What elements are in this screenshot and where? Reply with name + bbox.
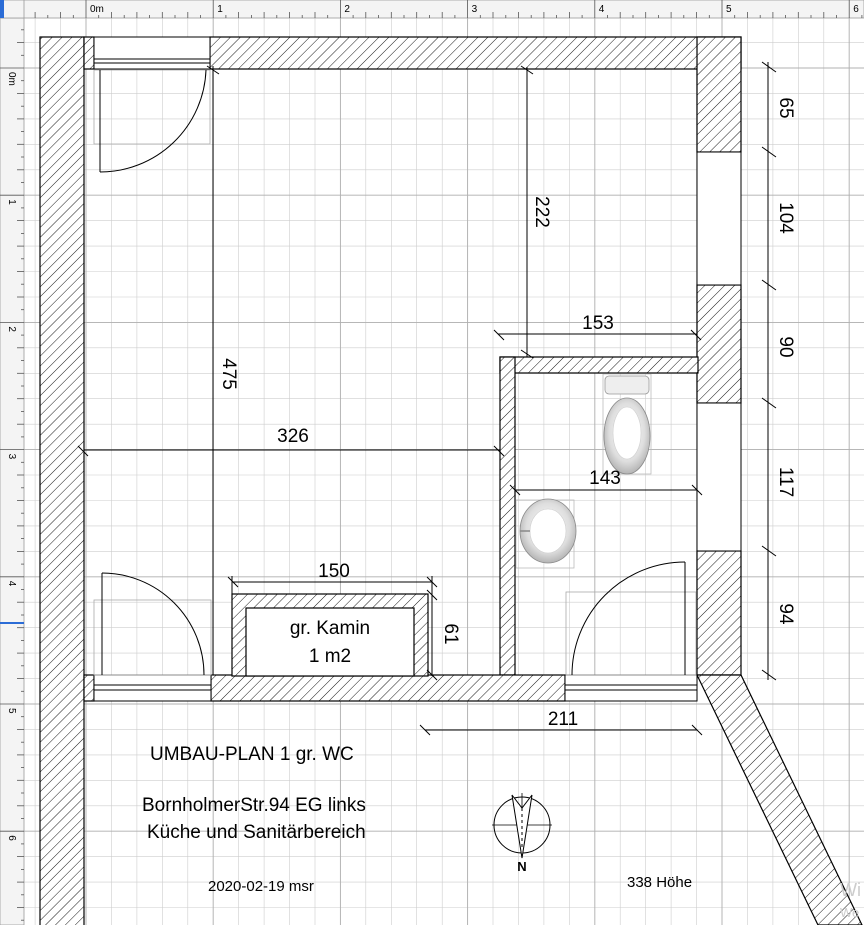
dimension-211: 211 (547, 709, 579, 730)
dimension-90: 90 (774, 336, 796, 358)
hall-wall-middle (211, 675, 565, 701)
ruler-left-label: 2 (6, 326, 17, 332)
ruler-left (0, 18, 24, 925)
outer-wall-top (210, 37, 741, 69)
dimension-153: 153 (582, 313, 614, 334)
dimension-326: 326 (277, 426, 309, 447)
watermark-line2: We (840, 905, 860, 920)
dimension-61: 61 (439, 623, 461, 645)
outer-wall-right-1 (697, 37, 741, 152)
ruler-top-marker (0, 0, 4, 18)
ruler-top-label: 2 (344, 4, 350, 15)
compass-north-label: N (517, 859, 527, 874)
ruler-left-label: 3 (6, 453, 17, 460)
fireplace-label: gr. Kamin (289, 618, 371, 639)
ruler-top-label: 3 (471, 4, 478, 15)
dimension-143: 143 (589, 468, 621, 489)
ruler-top-label: 1 (217, 4, 223, 15)
ruler-top-label: 4 (598, 4, 605, 15)
outer-wall-top-stub (84, 37, 94, 69)
dimension-94: 94 (774, 603, 796, 625)
fireplace-area-label: 1 m2 (308, 646, 352, 667)
plan-title: UMBAU-PLAN 1 gr. WC (150, 744, 354, 765)
dimension-65: 65 (774, 97, 796, 119)
dimension-104: 104 (774, 202, 796, 234)
window-right-2 (697, 403, 741, 551)
ruler-left-label: 5 (6, 708, 17, 714)
ruler-left-label: 0m (6, 72, 17, 86)
ruler-top-label: 0m (90, 4, 104, 15)
dimension-222: 222 (530, 196, 552, 228)
compass-icon (492, 793, 552, 874)
window-top (94, 37, 210, 69)
wc-wall-left (500, 357, 515, 675)
dimension-150: 150 (318, 561, 350, 582)
ruler-top-label: 6 (853, 4, 859, 15)
ruler-top-label: 5 (726, 4, 732, 15)
ruler-left-label: 4 (6, 580, 17, 587)
ruler-top (0, 0, 864, 18)
rooms-label: Küche und Sanitärbereich (147, 822, 366, 843)
door-opening-right (565, 675, 697, 701)
outer-wall-right-3 (697, 551, 741, 675)
date-label: 2020-02-19 msr (208, 878, 314, 895)
window-right-1 (697, 152, 741, 285)
ruler-left-label: 6 (6, 835, 17, 841)
ruler-left-label: 1 (6, 199, 17, 205)
door-opening-left (94, 675, 211, 701)
wc-wall-top (500, 357, 698, 373)
toilet-icon (603, 374, 651, 474)
dimension-475: 475 (217, 358, 239, 390)
outer-wall-left (40, 37, 84, 925)
address-label: BornholmerStr.94 EG links (142, 795, 366, 816)
height-label: 338 Höhe (627, 874, 693, 891)
ruler-left-marker (0, 622, 24, 624)
washbasin-icon (516, 499, 576, 568)
hall-wall-stub-left (84, 675, 94, 701)
watermark-line1: Wi (840, 880, 861, 900)
dimension-117: 117 (774, 466, 796, 498)
outer-wall-right-2 (697, 285, 741, 403)
